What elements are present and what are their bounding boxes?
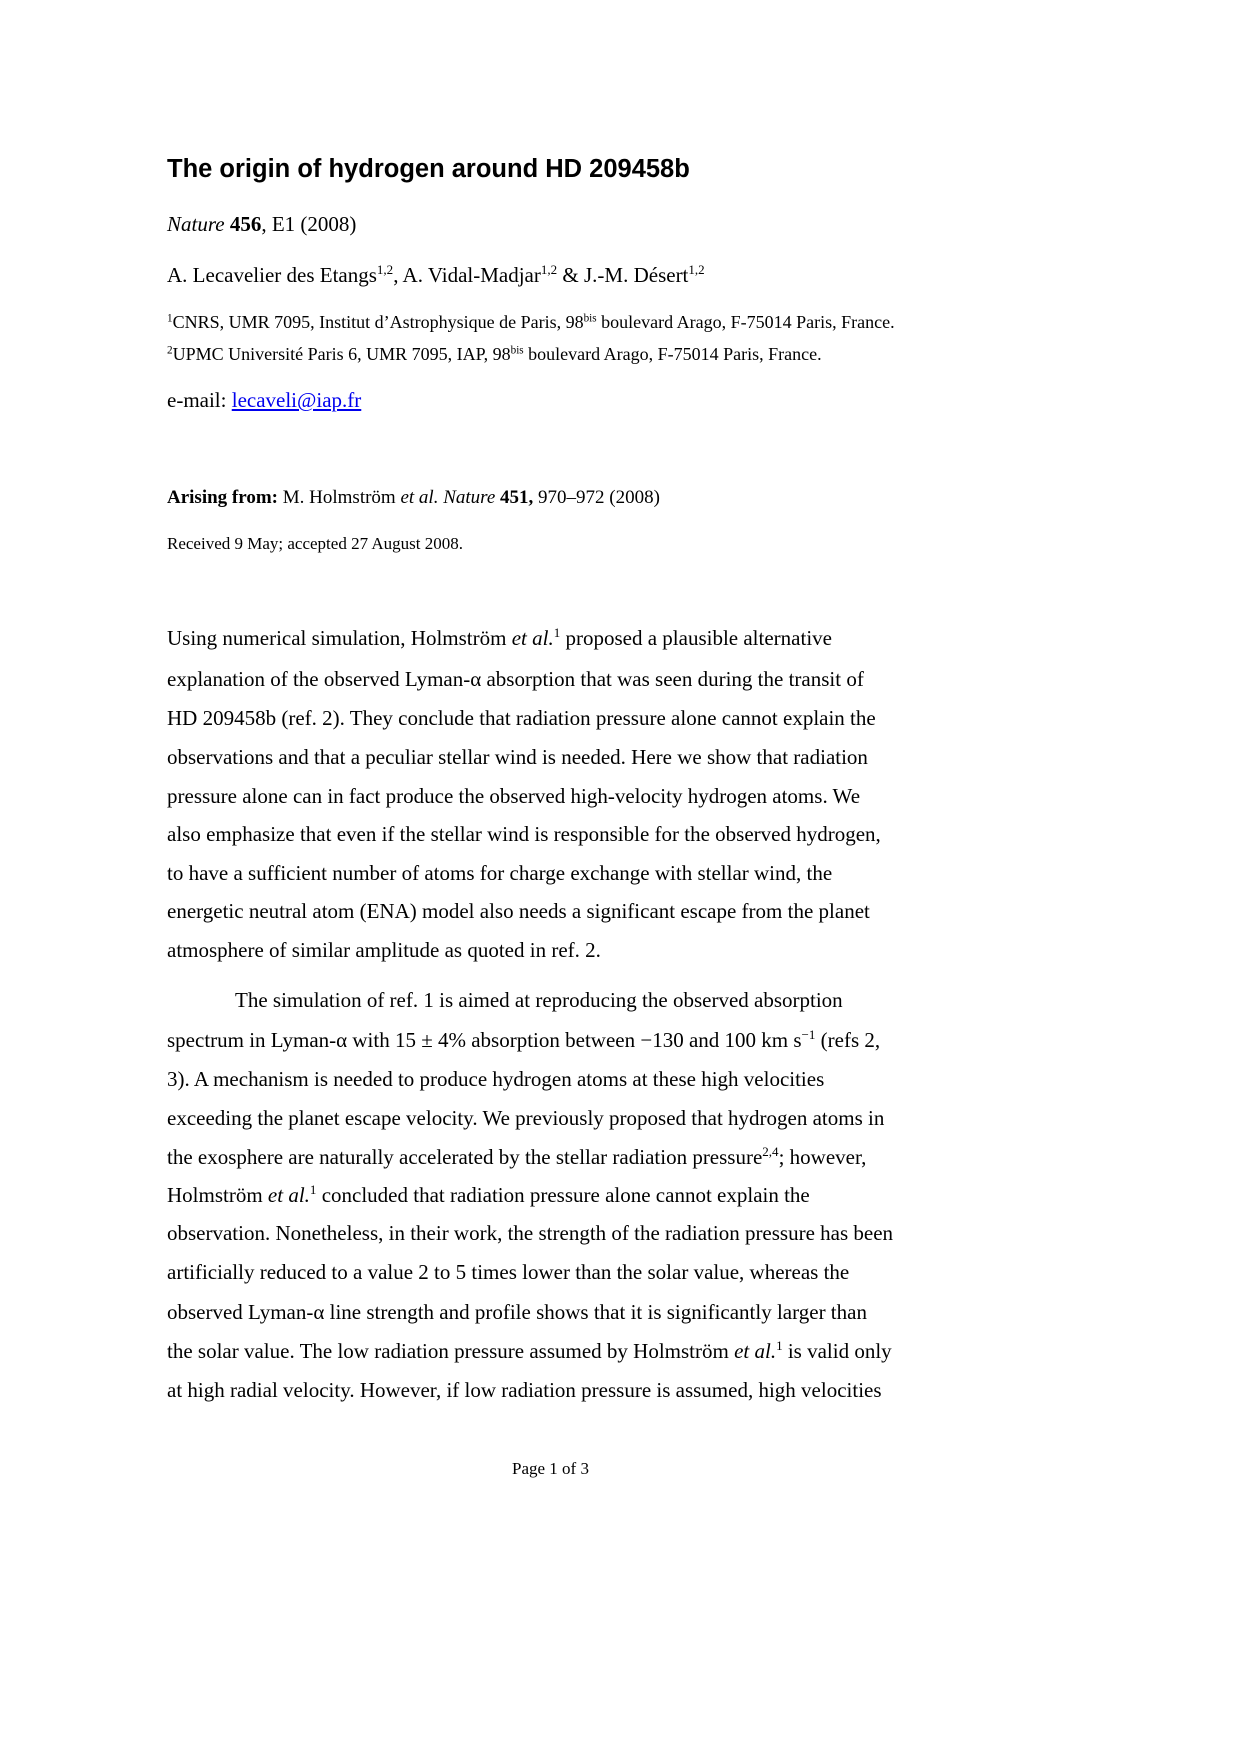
body-line <box>167 938 601 963</box>
body-text-segment: explanation of the observed Lyman-α absorption that was seen during the transit of <box>167 667 864 691</box>
body-line <box>167 1067 824 1092</box>
authors <box>167 263 705 288</box>
author-separator: & <box>557 263 584 287</box>
email-label: e-mail: <box>167 388 232 412</box>
email-link[interactable]: lecaveli@iap.fr <box>231 388 362 412</box>
body-text-segment: Holmström <box>167 1183 268 1207</box>
body-line <box>167 706 876 731</box>
body-line <box>167 626 832 651</box>
body-text-segment: exceeding the planet escape velocity. We previously proposed that hydrogen atoms in <box>167 1106 885 1130</box>
body-text-segment: pressure alone can in fact produce the observed high-velocity hydrogen atoms. We <box>167 784 861 808</box>
body-line <box>167 822 881 847</box>
author-separator: , <box>393 263 403 287</box>
body-line <box>167 899 870 924</box>
body-text-segment: concluded that radiation pressure alone cannot explain the <box>316 1183 810 1207</box>
affiliation-number: 2 <box>167 344 173 357</box>
page-number: Page 1 of 3 <box>512 1459 589 1478</box>
affiliation-2 <box>167 344 822 365</box>
citation-rest: , E1 (2008) <box>261 212 357 236</box>
reference-superscript: 1 <box>776 1338 783 1354</box>
body-text-segment: also emphasize that even if the stellar wind is responsible for the observed hydrogen, <box>167 822 881 846</box>
received-dates: Received 9 May; accepted 27 August 2008. <box>167 534 464 553</box>
affiliation-number: 1 <box>167 312 173 325</box>
body-text-segment: the exosphere are naturally accelerated by the stellar radiation pressure <box>167 1145 763 1169</box>
arising-label: Arising from: <box>167 487 278 508</box>
body-line <box>167 667 864 692</box>
body-text-segment: is valid only <box>782 1339 892 1363</box>
body-text-segment: artificially reduced to a value 2 to 5 times lower than the solar value, whereas the <box>167 1260 850 1284</box>
arising-etal: et al. <box>400 487 439 508</box>
body-line <box>235 988 843 1013</box>
body-text-segment: 3). A mechanism is needed to produce hydrogen atoms at these high velocities <box>167 1067 825 1091</box>
affiliation-text: boulevard Arago, F-75014 Paris, France. <box>596 312 895 332</box>
affiliation-text: UPMC Université Paris 6, UMR 7095, IAP, 98 <box>172 344 511 364</box>
body-text-segment: Using numerical simulation, Holmström <box>167 626 512 650</box>
body-text-segment: observations and that a peculiar stellar wind is needed. Here we show that radiation <box>167 745 868 769</box>
body-text-segment: the solar value. The low radiation pressure assumed by Holmström <box>167 1339 735 1363</box>
body-text-segment: energetic neutral atom (ENA) model also needs a significant escape from the planet <box>167 899 870 923</box>
affiliation-text: CNRS, UMR 7095, Institut d’Astrophysique de Paris, 98 <box>172 312 584 332</box>
reference-superscript: 1 <box>309 1182 317 1198</box>
author: A. Vidal-Madjar <box>402 263 541 287</box>
body-text-segment: at high radial velocity. However, if low radiation pressure is assumed, high velocities <box>167 1378 882 1402</box>
arising-from <box>167 487 660 509</box>
arising-journal: Nature <box>443 487 496 508</box>
body-line <box>167 1300 867 1325</box>
affiliation-text: boulevard Arago, F-75014 Paris, France. <box>523 344 822 364</box>
journal-name: Nature <box>167 212 225 236</box>
body-line <box>167 1339 892 1364</box>
body-text-segment: et al. <box>511 626 554 650</box>
reference-superscript: 2,4 <box>762 1144 779 1160</box>
body-line <box>167 784 860 809</box>
author: A. Lecavelier des Etangs <box>167 263 377 287</box>
body-line <box>167 1378 882 1403</box>
body-line <box>167 1028 880 1053</box>
body-line <box>167 745 868 770</box>
volume: 456 <box>229 212 262 236</box>
reference-superscript: −1 <box>801 1027 816 1043</box>
body-line <box>167 861 832 886</box>
body-line <box>167 1106 884 1131</box>
body-line <box>167 1145 866 1170</box>
body-text-segment: atmosphere of similar amplitude as quoted in ref. 2. <box>167 938 601 962</box>
body-line <box>167 1221 893 1246</box>
reference-superscript: 1 <box>553 625 561 641</box>
author-affiliation: 1,2 <box>376 262 394 278</box>
body-text-segment: et al. <box>267 1183 310 1207</box>
body-text-segment: proposed a plausible alternative <box>560 626 832 650</box>
affiliation-sup: bis <box>510 344 524 357</box>
body-text-segment: spectrum in Lyman-α with 15 ± 4% absorption between −130 and 100 km s <box>167 1028 802 1052</box>
body-text-segment: observation. Nonetheless, in their work, the strength of the radiation pressure has been <box>167 1221 894 1245</box>
body-text-segment: et al. <box>734 1339 777 1363</box>
body-text-segment: The simulation of ref. 1 is aimed at reproducing the observed absorption <box>235 988 843 1012</box>
affiliation-sup: bis <box>583 312 597 325</box>
arising-author: M. Holmström <box>278 487 401 508</box>
body-text-segment: (refs 2, <box>815 1028 881 1052</box>
citation <box>167 212 356 237</box>
body-text-segment: observed Lyman-α line strength and profile shows that it is significantly larger than <box>167 1300 867 1324</box>
arising-volume: 451, <box>495 487 534 508</box>
body-text-segment: HD 209458b (ref. 2). They conclude that radiation pressure alone cannot explain the <box>167 706 876 730</box>
body-text-segment: to have a sufficient number of atoms for charge exchange with stellar wind, the <box>167 861 833 885</box>
body-text-segment: ; however, <box>778 1145 867 1169</box>
author-affiliation: 1,2 <box>540 262 558 278</box>
arising-pages: 970–972 (2008) <box>533 487 660 508</box>
affiliation-1 <box>167 312 895 333</box>
email-line <box>167 388 361 413</box>
paper-title: The origin of hydrogen around HD 209458b <box>167 155 690 183</box>
body-line <box>167 1183 810 1208</box>
author-affiliation: 1,2 <box>688 262 705 278</box>
author: J.-M. Désert <box>584 263 689 287</box>
body-line <box>167 1260 849 1285</box>
